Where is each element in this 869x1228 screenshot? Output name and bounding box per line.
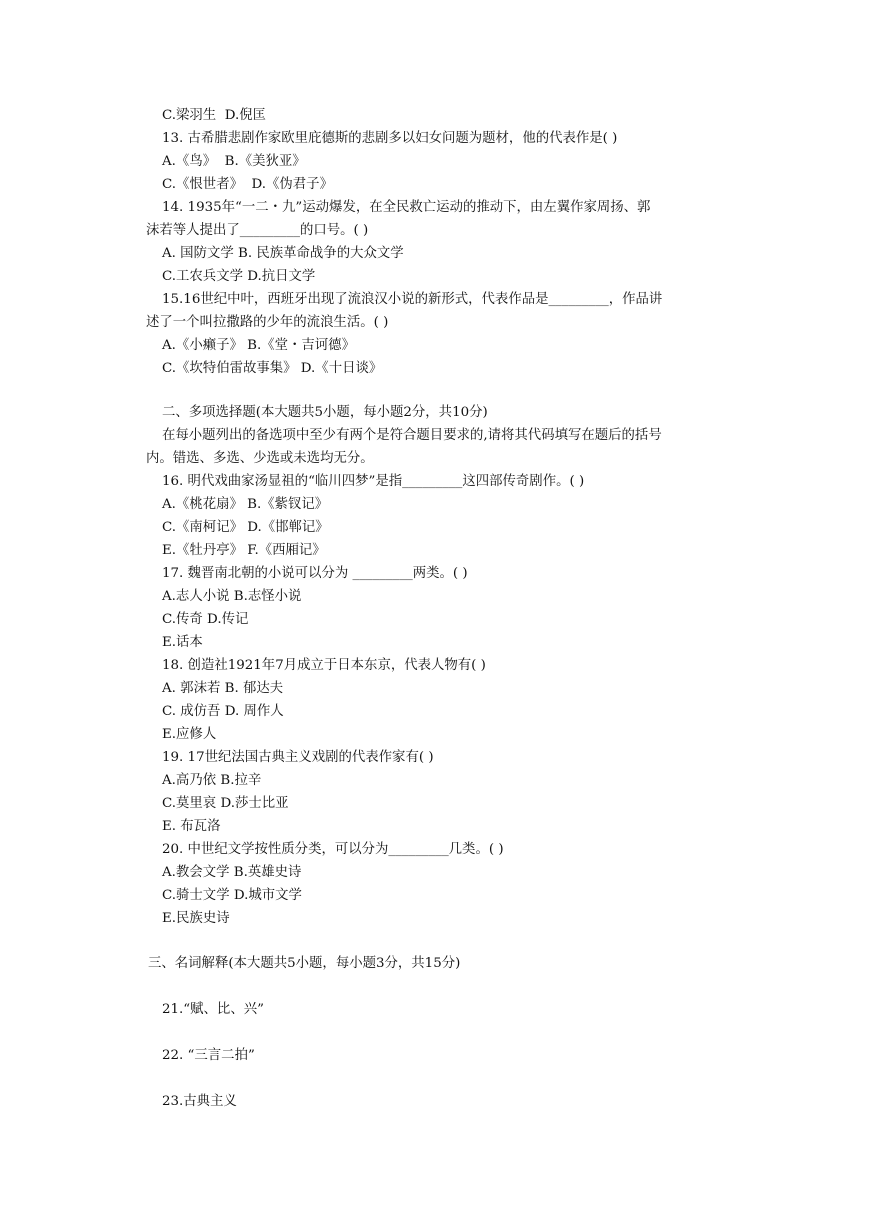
option-line: A. 国防文学 B. 民族革命战争的大众文学	[162, 246, 404, 261]
question-16: 16. 明代戏曲家汤显祖的“临川四梦”是指_________这四部传奇剧作。( )	[162, 474, 585, 489]
option-line: A.《桃花扇》 B.《紫钗记》	[162, 497, 329, 512]
option-line: A.高乃依 B.拉辛	[162, 773, 262, 788]
question-19: 19. 17世纪法国古典主义戏剧的代表作家有( )	[162, 750, 434, 765]
option-line: E.话本	[162, 635, 203, 650]
option-line: C.《坎特伯雷故事集》 D.《十日谈》	[162, 361, 383, 376]
question-23: 23.古典主义	[162, 1094, 237, 1109]
option-line: C.《南柯记》 D.《邯郸记》	[162, 520, 329, 535]
option-line: A.《鸟》 B.《美狄亚》	[162, 154, 306, 169]
question-14: 14. 1935年“一二・九”运动爆发，在全民救亡运动的推动下，由左翼作家周扬、郭	[162, 200, 651, 215]
option-line: E.《牡丹亭》 F.《西厢记》	[162, 543, 326, 558]
question-14-cont: 沫若等人提出了_________的口号。( )	[146, 223, 369, 238]
question-18: 18. 创造社1921年7月成立于日本东京，代表人物有( )	[162, 658, 486, 673]
question-21: 21.“赋、比、兴”	[162, 1002, 264, 1017]
section-heading-2: 二、多项选择题(本大题共5小题，每小题2分，共10分)	[162, 405, 488, 420]
question-13: 13. 古希腊悲剧作家欧里庇德斯的悲剧多以妇女问题为题材，他的代表作是( )	[162, 131, 618, 146]
question-15: 15.16世纪中叶，西班牙出现了流浪汉小说的新形式，代表作品是_________，作品讲	[162, 292, 663, 307]
option-line: E.应修人	[162, 727, 217, 742]
option-line: C.莫里哀 D.莎士比亚	[162, 796, 289, 811]
option-line: A.《小癞子》 B.《堂・吉诃德》	[162, 338, 355, 353]
option-line: E.民族史诗	[162, 911, 230, 926]
option-line: C.工农兵文学 D.抗日文学	[162, 269, 316, 284]
section-instructions-cont: 内。错选、多选、少选或未选均无分。	[146, 451, 374, 466]
option-line: A. 郭沫若 B. 郁达夫	[162, 681, 284, 696]
option-line: C.传奇 D.传记	[162, 612, 249, 627]
option-line: A.志人小说 B.志怪小说	[162, 589, 302, 604]
question-15-cont: 述了一个叫拉撒路的少年的流浪生活。( )	[146, 315, 389, 330]
question-17: 17. 魏晋南北朝的小说可以分为 _________两类。( )	[162, 566, 468, 581]
question-20: 20. 中世纪文学按性质分类，可以分为_________几类。( )	[162, 842, 504, 857]
option-line: C.骑士文学 D.城市文学	[162, 888, 302, 903]
option-line: C.梁羽生 D.倪匡	[162, 108, 267, 123]
section-instructions: 在每小题列出的备选项中至少有两个是符合题目要求的,请将其代码填写在题后的括号	[162, 428, 662, 443]
option-line: A.教会文学 B.英雄史诗	[162, 865, 302, 880]
option-line: C.《恨世者》 D.《伪君子》	[162, 177, 333, 192]
option-line: E. 布瓦洛	[162, 819, 221, 834]
option-line: C. 成仿吾 D. 周作人	[162, 704, 284, 719]
question-22: 22. “三言二拍”	[162, 1048, 255, 1063]
section-heading-3: 三、名词解释(本大题共5小题，每小题3分，共15分)	[148, 956, 461, 971]
